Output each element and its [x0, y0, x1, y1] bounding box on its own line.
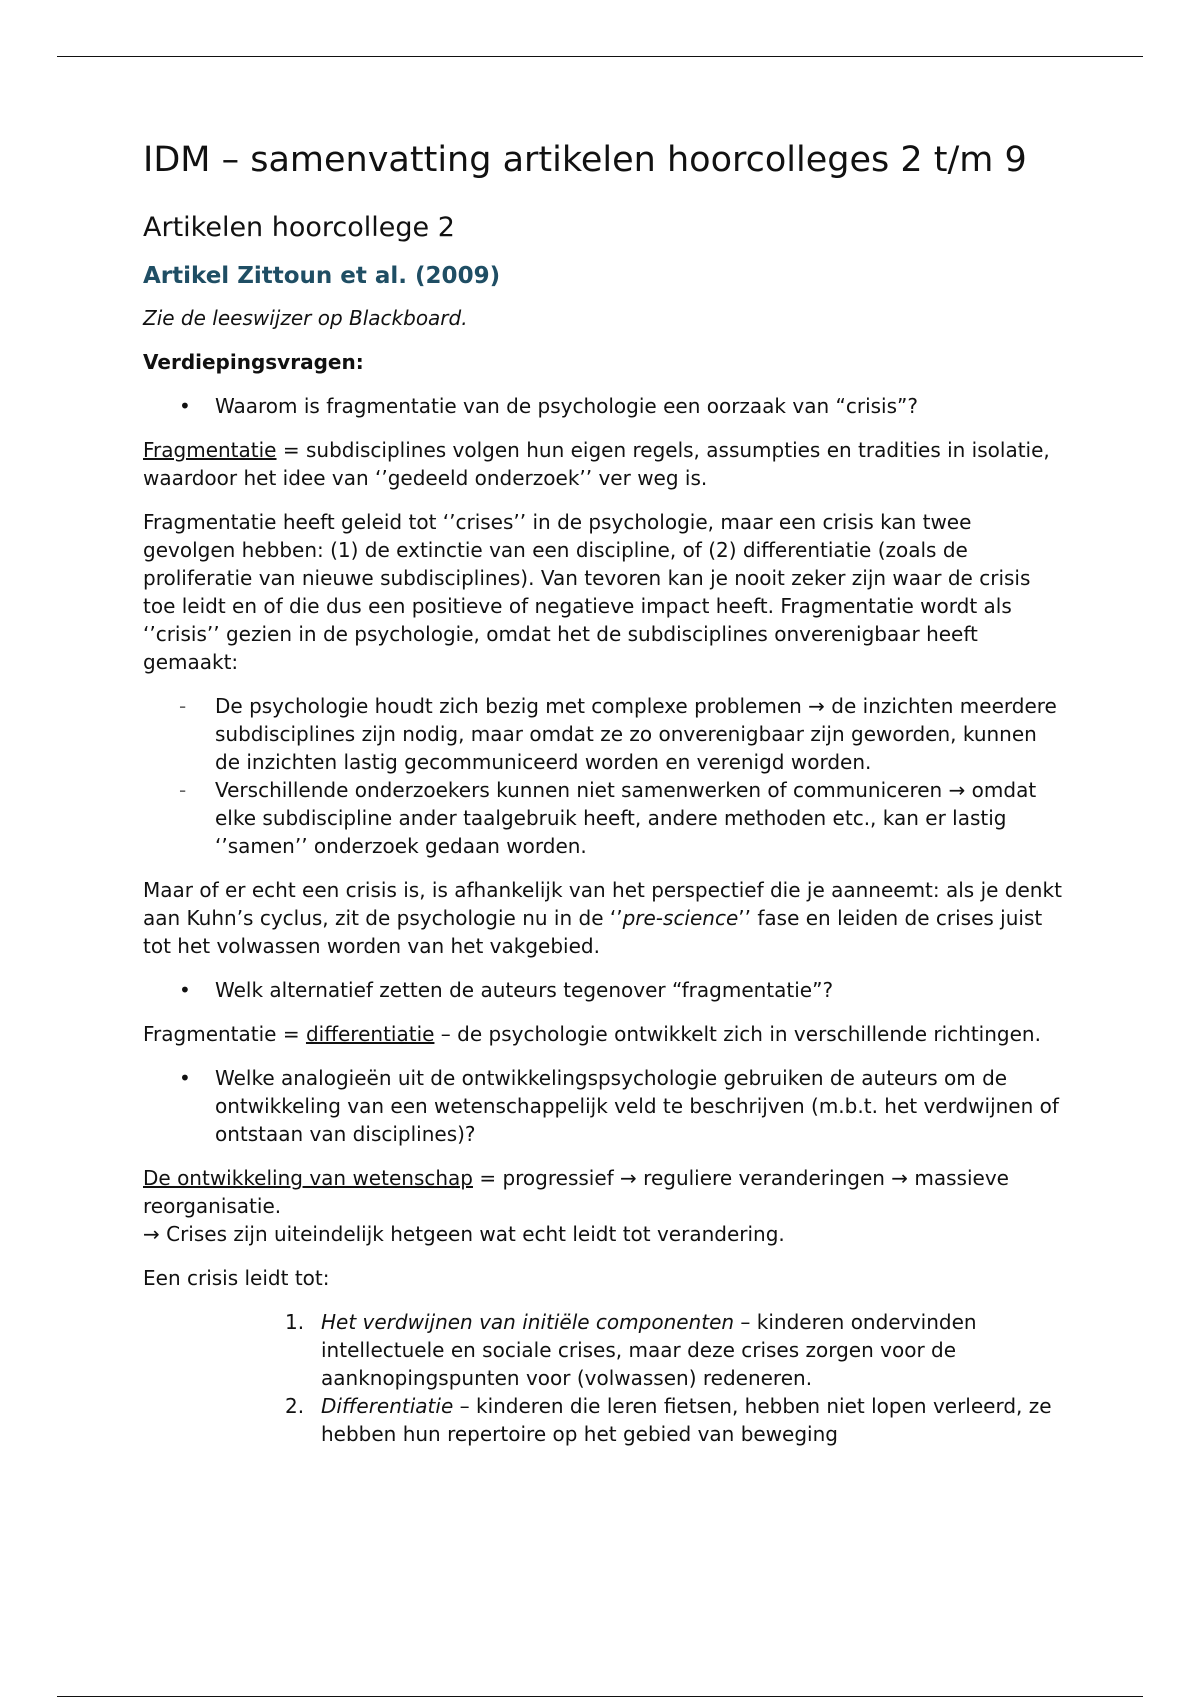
section-heading: Artikelen hoorcollege 2 [143, 212, 455, 244]
question-list-3 [143, 1064, 1063, 1148]
dash-marker: - [179, 694, 187, 719]
document-title: IDM – samenvatting artikelen hoorcolleges 2 t/m 9 [143, 140, 1027, 180]
paragraph-text: = progressief → reguliere veranderingen → massieve reorganisatie. [143, 1166, 1009, 1219]
italic-term: Differentiatie [321, 1394, 454, 1419]
question-item [143, 1064, 1063, 1148]
paragraph-text: ’’ fase en leiden de crises juist tot het volwassen worden van het vakgebied. [143, 906, 1043, 959]
dash-item [143, 776, 1063, 860]
question-list-1 [143, 392, 1063, 420]
question-item [143, 976, 1063, 1004]
document-page [143, 140, 1063, 1464]
dash-text: De psychologie houdt zich bezig met complexe problemen → de inzichten meerdere subdisciplines zijn nodig, maar omdat ze zo onverenigbaar zijn geworden, kunnen de inzichten lastig gecommuniceerd worden en verenigd worden. [215, 694, 1057, 775]
term: Fragmentatie [143, 438, 277, 463]
paragraph [143, 1020, 1063, 1048]
questions-heading: Verdiepingsvragen: [143, 350, 364, 375]
question-item [143, 392, 1063, 420]
question-text: Welke analogieën uit de ontwikkelingspsychologie gebruiken de auteurs om de ontwikkeling van een wetenschappelijk veld te beschrijven (m.b.t. het verdwijnen of ontstaan van disciplines)? [215, 1066, 1059, 1147]
item-text: – kinderen ondervinden intellectuele en sociale crises, maar deze crises zorgen voor de aanknopingspunten voor (volwassen) redeneren. [321, 1310, 977, 1391]
paragraph: Een crisis leidt tot: [143, 1266, 330, 1291]
bullet-icon: • [179, 978, 191, 1003]
dash-text: Verschillende onderzoekers kunnen niet samenwerken of communiceren → omdat elke subdiscipline ander taalgebruik heeft, andere methoden etc., kan er lastig ‘’samen’’ onderzoek gedaan worden. [215, 778, 1037, 859]
number-marker: 2. [285, 1394, 305, 1419]
paragraph-text: → Crises zijn uiteindelijk hetgeen wat echt leidt tot verandering. [143, 1222, 785, 1247]
term: De ontwikkeling van wetenschap [143, 1166, 473, 1191]
item-text: – kinderen die leren fietsen, hebben niet lopen verleerd, ze hebben hun repertoire op het gebied van beweging [321, 1394, 1052, 1447]
bullet-icon: • [179, 1066, 191, 1091]
top-rule [57, 56, 1143, 57]
italic-term: pre-science [622, 906, 739, 931]
article-heading: Artikel Zittoun et al. (2009) [143, 262, 501, 289]
paragraph [143, 1164, 1063, 1248]
paragraph-text: Maar of er echt een crisis is, is afhankelijk van het perspectief die je aanneemt: als je denkt aan Kuhn’s cyclus, zit de psychologie nu in de ‘’ [143, 878, 1062, 931]
dash-marker: - [179, 778, 187, 803]
paragraph-text: Fragmentatie = [143, 1022, 306, 1047]
paragraph [143, 876, 1063, 960]
numbered-item [143, 1392, 1063, 1448]
paragraph-text: = subdisciplines volgen hun eigen regels, assumpties en tradities in isolatie, waardoor het idee van ‘’gedeeld onderzoek’’ ver weg is. [143, 438, 1050, 491]
intro-text: Zie de leeswijzer op Blackboard. [143, 306, 468, 331]
paragraph: Fragmentatie heeft geleid tot ‘’crises’’ in de psychologie, maar een crisis kan twee gevolgen hebben: (1) de extinctie van een discipline, of (2) differentiatie (zoals de proliferatie van nieuwe subdisciplines). Van tevoren kan je nooit zeker zijn waar de crisis toe leidt en of die dus een positieve of negatieve impact heeft. Fragmentatie wordt als ‘’crisis’’ gezien in de psychologie, omdat het de subdisciplines onverenigbaar heeft gemaakt: [143, 510, 1031, 675]
question-text: Waarom is fragmentatie van de psychologie een oorzaak van “crisis”? [215, 394, 919, 419]
numbered-item [143, 1308, 1063, 1392]
italic-term: Het verdwijnen van initiële componenten [321, 1310, 735, 1335]
dash-item [143, 692, 1063, 776]
dash-list [143, 692, 1063, 860]
term: differentiatie [305, 1022, 435, 1047]
question-list-2 [143, 976, 1063, 1004]
numbered-list [143, 1308, 1063, 1448]
question-text: Welk alternatief zetten de auteurs tegenover “fragmentatie”? [215, 978, 834, 1003]
number-marker: 1. [285, 1310, 305, 1335]
bottom-rule [57, 1696, 1143, 1697]
paragraph-text: – de psychologie ontwikkelt zich in verschillende richtingen. [434, 1022, 1041, 1047]
bullet-icon: • [179, 394, 191, 419]
paragraph [143, 436, 1063, 492]
